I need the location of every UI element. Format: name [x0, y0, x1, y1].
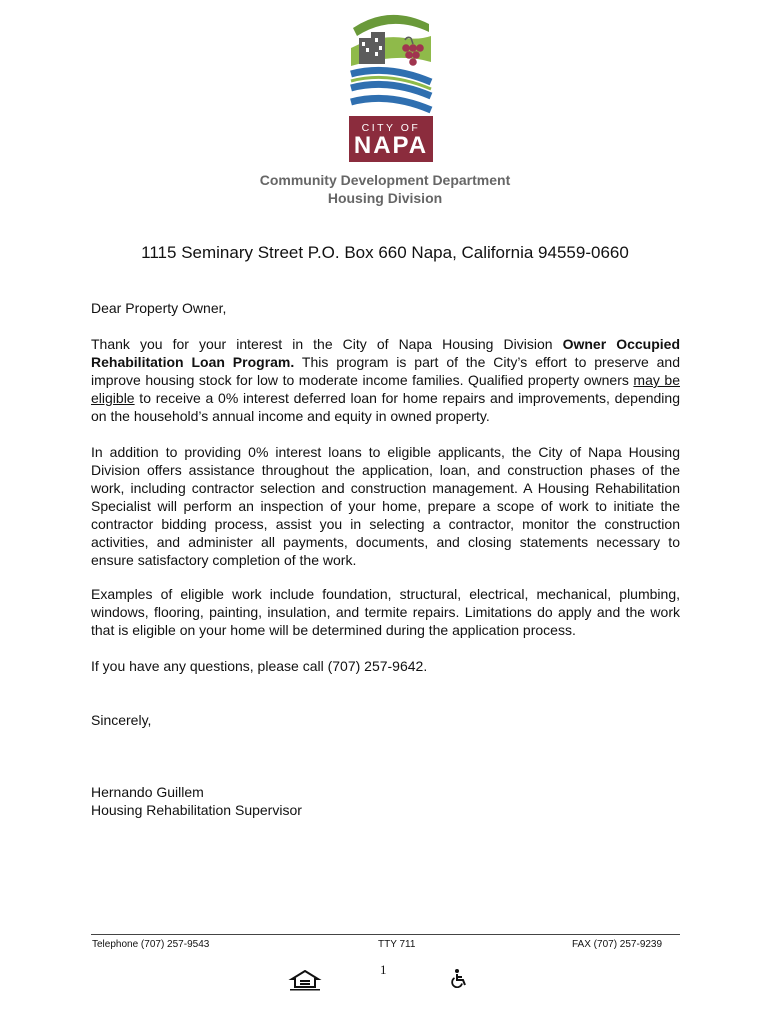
- paragraph-intro: [91, 335, 680, 425]
- eligibility-emphasis: may be eligible: [91, 372, 680, 406]
- signer-title: Housing Rehabilitation Supervisor: [91, 802, 302, 818]
- closing: Sincerely,: [91, 712, 152, 728]
- logo-emblem: [349, 8, 433, 116]
- letterhead-address: 1115 Seminary Street P.O. Box 660 Napa, California 94559-0660: [141, 243, 629, 262]
- signer-name: Hernando Guillem: [91, 784, 204, 800]
- equal-housing-opportunity-icon: [288, 970, 322, 992]
- paragraph-assistance: In addition to providing 0% interest loans to eligible applicants, the City of Napa Housing Division offers assistance throughout the application, loan, and construction phases of the work, including contractor selection and construction management. A Housing Rehabilitation Specialist will perform an inspection of your home, prepare a scope of work to initiate the contractor bidding process, assist you in selecting a contractor, monitor the construction activities, and administer all payments, documents, and closing statements necessary to ensure satisfactory completion of the work.: [91, 444, 680, 568]
- intro-program-text: This program is part of the City’s effort to preserve and improve housing stock for low to moderate income families. Qualified property owners: [91, 354, 680, 388]
- wheelchair-accessibility-icon: [450, 968, 470, 988]
- city-of-napa-logo: [349, 8, 445, 162]
- logo-wordmark: [349, 116, 433, 162]
- salutation: Dear Property Owner,: [91, 300, 227, 316]
- division-name: Housing Division: [327, 190, 443, 206]
- intro-text: Thank you for your interest in the City of Napa Housing Division: [91, 336, 563, 352]
- logo-napa: NAPA: [353, 132, 429, 159]
- footer-divider: [91, 934, 680, 935]
- logo-city-of: CITY OF: [361, 122, 421, 134]
- program-name: Owner Occupied Rehabilitation Loan Program.: [91, 336, 681, 370]
- footer-fax: FAX (707) 257-9239: [572, 939, 663, 950]
- page-number: 1: [380, 962, 387, 977]
- footer-tty: TTY 711: [378, 939, 416, 950]
- department-name: Community Development Department: [259, 172, 511, 188]
- footer-telephone: Telephone (707) 257-9543: [92, 939, 210, 950]
- paragraph-contact: If you have any questions, please call (707) 257-9642.: [91, 658, 428, 674]
- intro-end-text: to receive a 0% interest deferred loan for home repairs and improvements, depending on the household’s annual income and equity in owned property.: [91, 390, 680, 424]
- paragraph-eligible-work: Examples of eligible work include foundation, structural, electrical, mechanical, plumbing, windows, flooring, painting, insulation, and termite repairs. Limitations do apply and the work that is eligible on your home will be determined during the application process.: [91, 586, 680, 638]
